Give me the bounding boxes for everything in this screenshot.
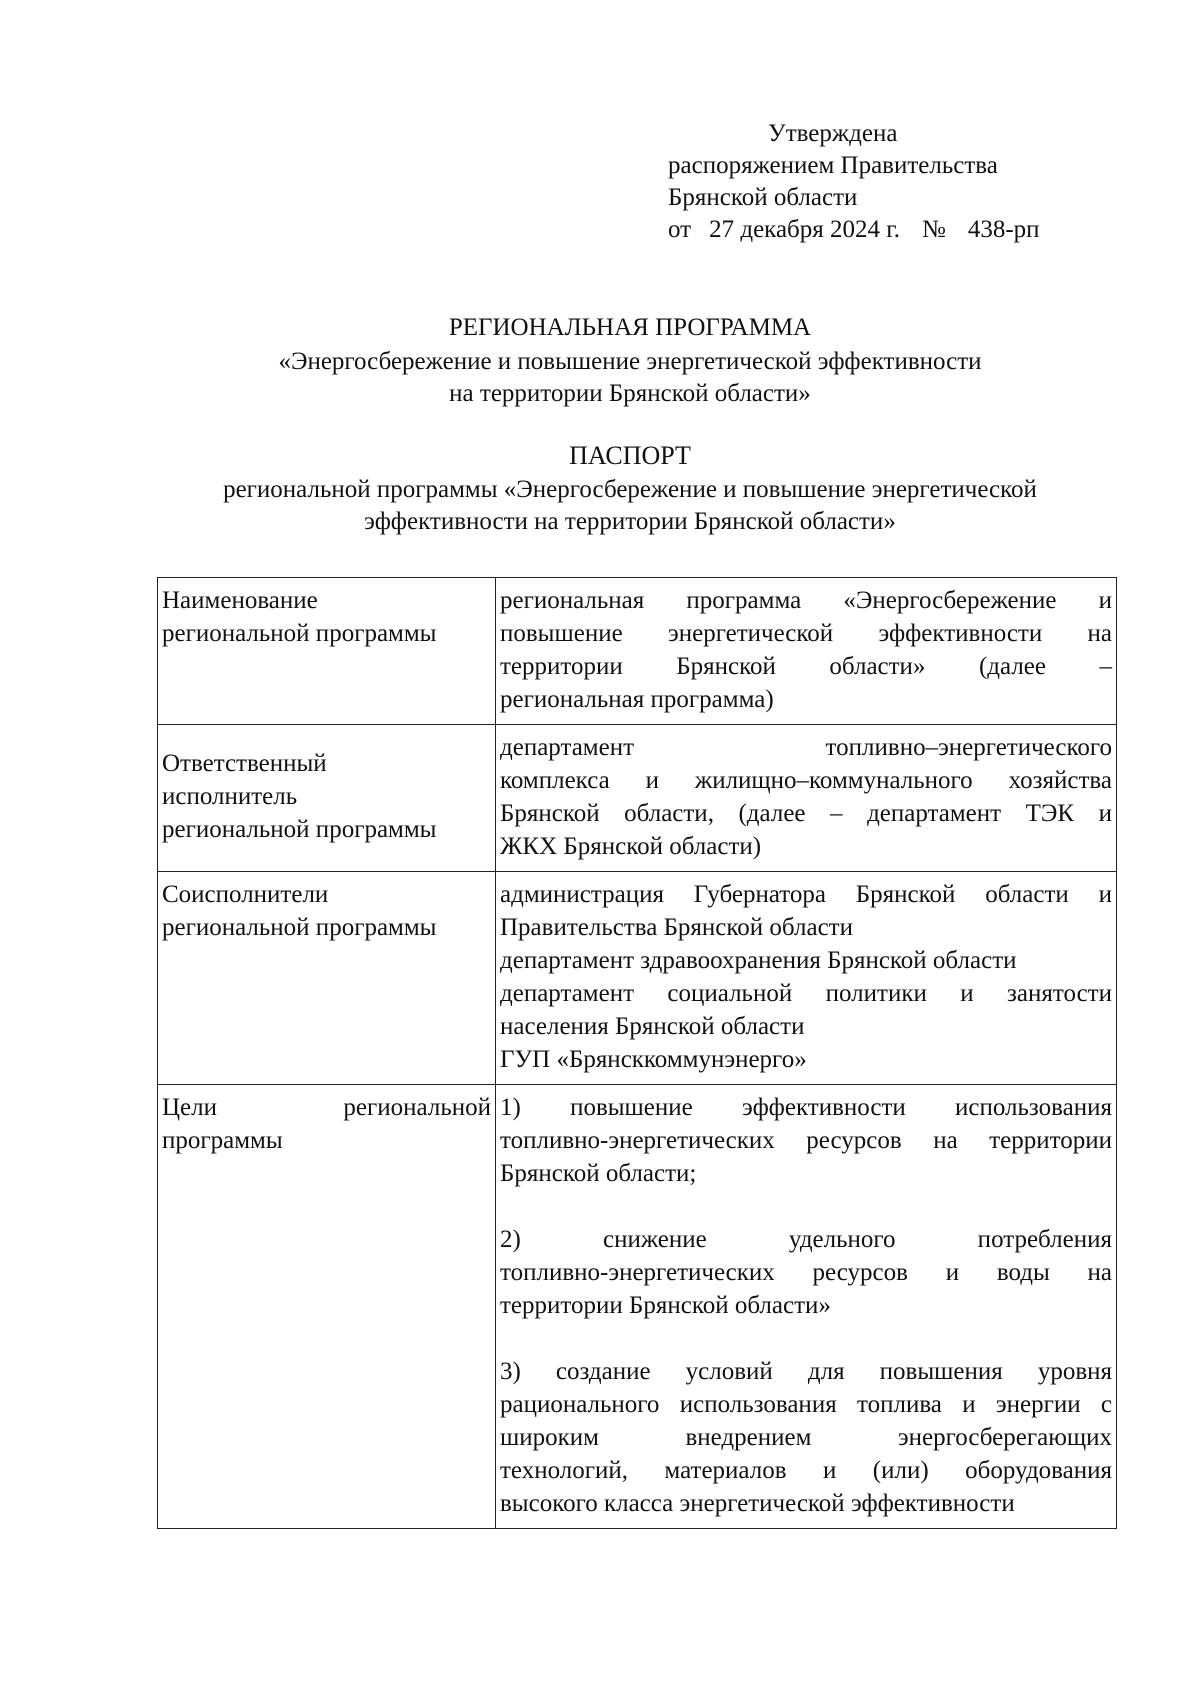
approval-line-3: Брянской области (668, 184, 858, 211)
approval-stamp (668, 118, 1040, 246)
goal-item: 2) снижение удельного потребления топливно-энергетических ресурсов и воды на территории Брянской области» (500, 1226, 1112, 1319)
row-label: Ответственный исполнитель региональной программы (158, 725, 496, 872)
row-label: Наименование региональной программы (158, 578, 496, 725)
passport-title: ПАСПОРТ (569, 441, 691, 470)
goal-item: 1) повышение эффективности использования топливно-энергетических ресурсов на территории Брянской области; (500, 1094, 1112, 1187)
approval-line-2: распоряжением Правительства (668, 152, 998, 179)
approval-number: 438-рп (967, 216, 1040, 243)
table-row-responsible (158, 725, 1117, 872)
passport-subtitle (140, 474, 1120, 538)
row-value: администрация Губернатора Брянской области и Правительства Брянской области департамент здравоохранения Брянской области департамент социальной политики и занятости населения Брянской области ГУП «Брянсккоммунэнерго» (496, 872, 1117, 1085)
table-row-goals (158, 1085, 1117, 1529)
passport-subtitle-line-2: эффективности на территории Брянской области» (364, 508, 896, 535)
approval-date-prefix: от (668, 216, 692, 243)
approval-date-line (668, 214, 1040, 246)
row-label: Цели региональной программы (158, 1085, 496, 1529)
approval-number-sign: № (921, 216, 946, 243)
passport-table (157, 577, 1117, 1529)
row-value: региональная программа «Энергосбережение и повышение энергетической эффективности на территории Брянской области» (далее – региональная программа) (496, 578, 1117, 725)
row-label: Соисполнители региональной программы (158, 872, 496, 1085)
row-value (496, 1085, 1117, 1529)
row-value: департамент топливно–энергетического комплекса и жилищно–коммунального хозяйства Брянской области, (далее – департамент ТЭК и ЖКХ Брянской области) (496, 725, 1117, 872)
program-name-line-2: на территории Брянской области» (449, 380, 811, 407)
table-row-name (158, 578, 1117, 725)
passport-subtitle-line-1: региональной программы «Энергосбережение и повышение энергетической (223, 476, 1037, 503)
program-name-line-1: «Энергосбережение и повышение энергетической эффективности (278, 348, 982, 375)
table-row-coexecutors (158, 872, 1117, 1085)
approval-title: Утверждена (768, 120, 898, 147)
program-title: РЕГИОНАЛЬНАЯ ПРОГРАММА (448, 314, 812, 341)
approval-date: 27 декабря 2024 г. (709, 216, 900, 243)
goal-item: 3) создание условий для повышения уровня рационального использования топлива и энергии с широким внедрением энергосберегающих технологий, материалов и (или) оборудования высокого класса энергетической эффективности (500, 1358, 1112, 1517)
program-name (140, 346, 1120, 410)
